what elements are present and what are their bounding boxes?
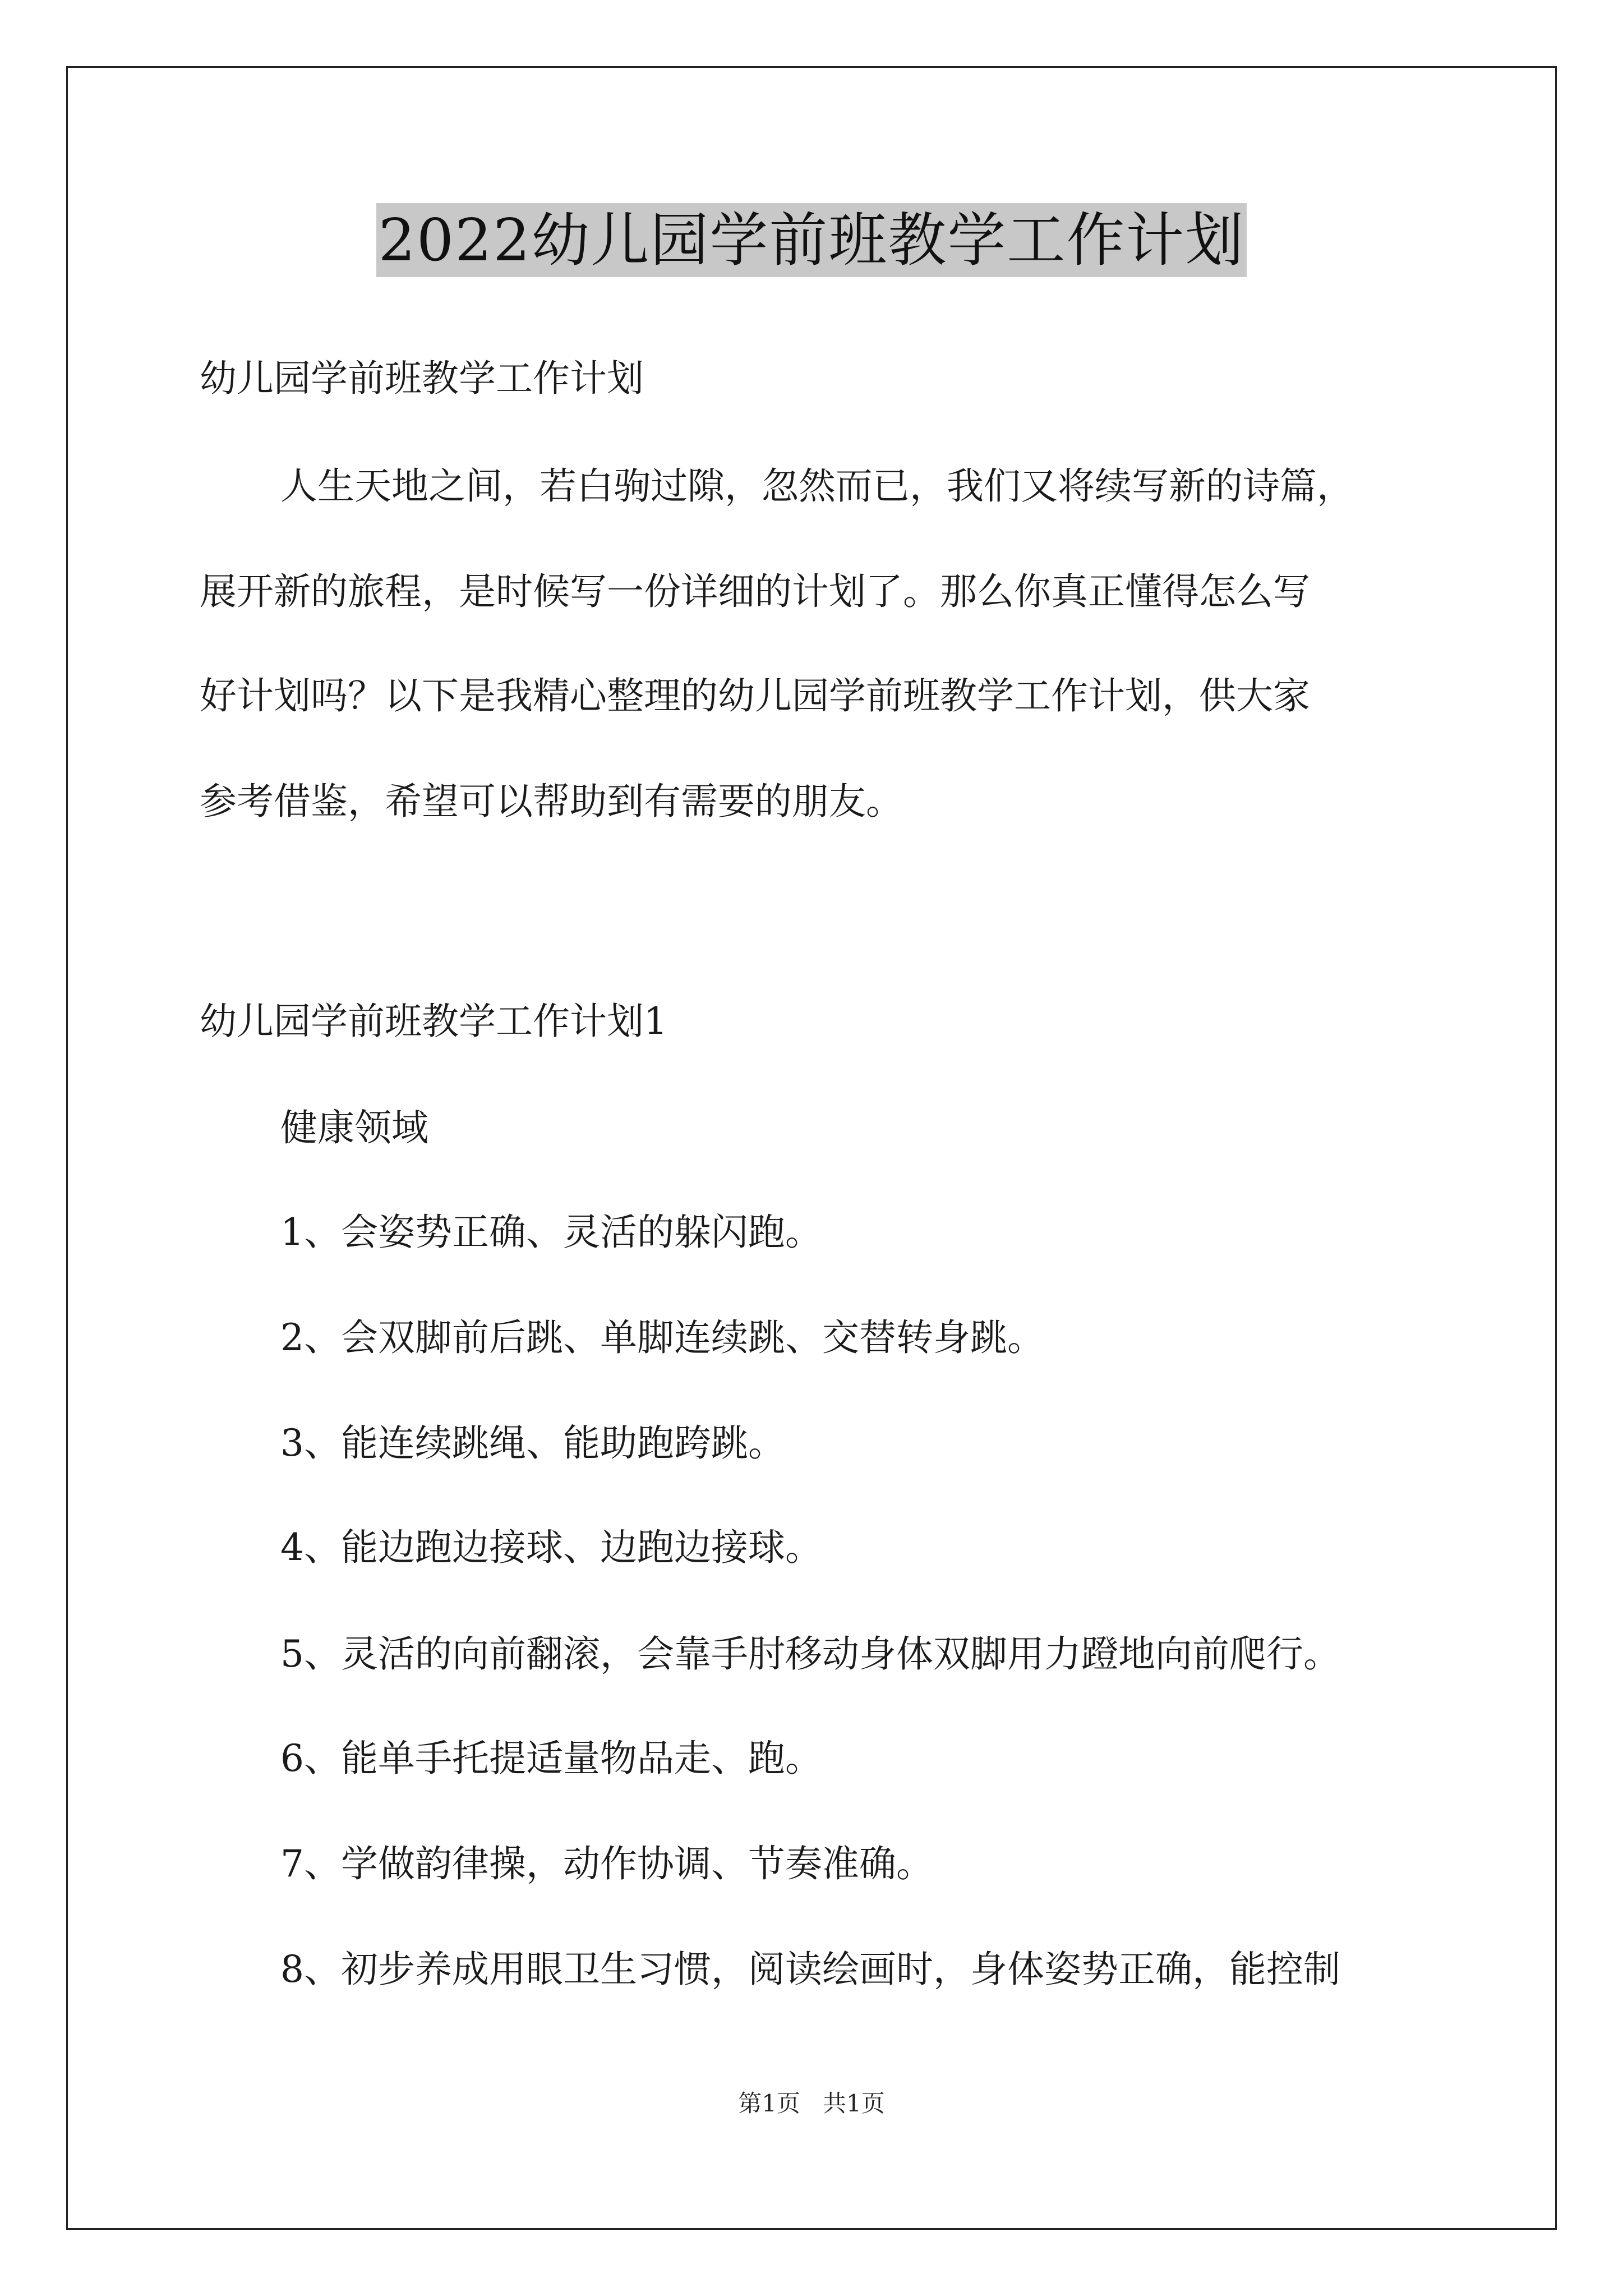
list-item-4: 4、能边跑边接球、边跑边接球。	[280, 1526, 822, 1569]
domain-heading: 健康领域	[280, 1106, 428, 1149]
intro-line-1: 人生天地之间，若白驹过隙，忽然而已，我们又将续写新的诗篇，	[280, 464, 1354, 508]
list-item-8: 8、初步养成用眼卫生习惯，阅读绘画时，身体姿势正确，能控制	[280, 1948, 1340, 1991]
intro-line-4: 参考借鉴，希望可以帮助到有需要的朋友。	[200, 780, 903, 823]
list-item-3: 3、能连续跳绳、能助跑跨跳。	[280, 1421, 785, 1465]
list-item-7: 7、学做韵律操，动作协调、节奏准确。	[280, 1842, 933, 1885]
document-title: 2022幼儿园学前班教学工作计划	[376, 203, 1247, 277]
list-item-5: 5、灵活的向前翻滚，会靠手肘移动身体双脚用力蹬地向前爬行。	[280, 1632, 1340, 1676]
list-item-2: 2、会双脚前后跳、单脚连续跳、交替转身跳。	[280, 1316, 1044, 1359]
list-item-6: 6、能单手托提适量物品走、跑。	[280, 1737, 822, 1780]
section-heading: 幼儿园学前班教学工作计划1	[200, 1000, 667, 1043]
intro-line-2: 展开新的旅程，是时候写一份详细的计划了。那么你真正懂得怎么写	[200, 570, 1310, 613]
list-item-1: 1、会姿势正确、灵活的躲闪跑。	[280, 1211, 822, 1254]
document-subtitle: 幼儿园学前班教学工作计划	[200, 357, 644, 400]
page-number-footer: 第1页 共1页	[738, 2090, 885, 2117]
title-container	[0, 203, 1623, 277]
intro-line-3: 好计划吗？以下是我精心整理的幼儿园学前班教学工作计划，供大家	[200, 674, 1310, 717]
